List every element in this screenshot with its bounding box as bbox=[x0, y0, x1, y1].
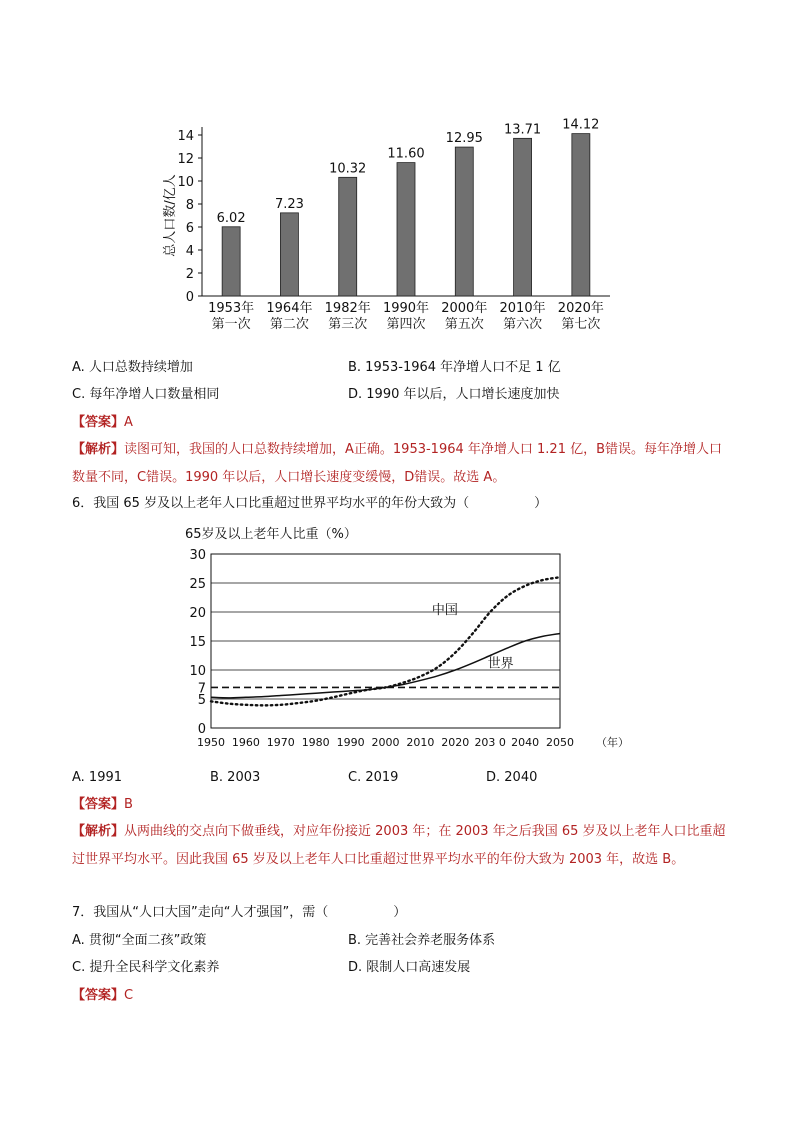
x-tick-label: 2010 bbox=[406, 736, 435, 749]
q5-analysis bbox=[72, 436, 732, 492]
x-tick-label-year: 1990年 bbox=[382, 301, 430, 316]
x-tick-label: 2050 bbox=[546, 736, 574, 749]
answer-label: 【答案】 bbox=[72, 797, 125, 812]
x-tick-label: 1980 bbox=[301, 736, 330, 749]
x-tick-label: 1960 bbox=[231, 736, 260, 749]
bar-value-label: 6.02 bbox=[216, 210, 246, 226]
x-tick-label: 2020 bbox=[441, 736, 470, 749]
analysis-text: 从两曲线的交点向下做垂线，对应年份接近 2003 年；在 2003 年之后我国 65 岁及以上老年人口比重超过世界平均水平。因此我国 65 岁及以上老年人口比重超过世界平均水平的年份大致为 2003 年，故选 B。 bbox=[72, 824, 726, 867]
x-tick-label-year: 2000年 bbox=[441, 301, 488, 316]
bar-value-label: 10.32 bbox=[329, 161, 367, 177]
y-tick-label: 10 bbox=[177, 175, 194, 190]
bar-value-label: 7.23 bbox=[274, 196, 304, 212]
aging-line-chart bbox=[185, 520, 635, 760]
y-tick-label: 20 bbox=[189, 606, 206, 621]
bar bbox=[339, 177, 357, 296]
q6-option-a[interactable]: A. 1991 bbox=[72, 770, 123, 785]
q7-option-b[interactable]: B. 完善社会养老服务体系 bbox=[348, 933, 496, 948]
y-tick-label: 0 bbox=[185, 290, 194, 305]
analysis-label: 【解析】 bbox=[72, 442, 125, 457]
answer-value: C bbox=[124, 988, 134, 1003]
q6-analysis bbox=[72, 818, 732, 874]
q5-option-d[interactable]: D. 1990 年以后，人口增长速度加快 bbox=[348, 387, 560, 402]
x-tick-label-year: 1953年 bbox=[208, 301, 255, 316]
x-tick-label-round: 第三次 bbox=[328, 317, 368, 332]
x-tick-label: 203 0 bbox=[474, 736, 506, 749]
bar bbox=[280, 213, 298, 296]
x-tick-label-round: 第五次 bbox=[444, 317, 484, 332]
q7-stem: 7．我国从“人口大国”走向“人才强国”，需（ ） bbox=[72, 905, 407, 920]
y-tick-label: 5 bbox=[197, 693, 206, 708]
q5-answer bbox=[72, 413, 133, 433]
y-tick-label: 7 bbox=[197, 681, 206, 697]
answer-label: 【答案】 bbox=[72, 988, 125, 1003]
y-tick-label: 0 bbox=[197, 722, 206, 737]
answer-label: 【答案】 bbox=[72, 415, 125, 430]
x-tick-label: 1990 bbox=[336, 736, 365, 749]
y-tick-label: 10 bbox=[189, 664, 206, 679]
series-label-world: 世界 bbox=[487, 656, 514, 672]
bar bbox=[572, 134, 590, 296]
x-tick-label-round: 第六次 bbox=[503, 317, 543, 332]
x-tick-label-round: 第一次 bbox=[211, 317, 251, 332]
y-tick-label: 6 bbox=[185, 221, 194, 236]
y-tick-label: 12 bbox=[177, 152, 194, 167]
x-tick-label-round: 第四次 bbox=[386, 317, 426, 332]
bar bbox=[455, 147, 473, 296]
x-tick-label: 1970 bbox=[266, 736, 295, 749]
answer-value: A bbox=[124, 415, 133, 430]
x-tick-label-round: 第七次 bbox=[561, 317, 601, 332]
y-tick-label: 14 bbox=[177, 129, 194, 144]
bar-value-label: 14.12 bbox=[562, 117, 600, 133]
y-tick-label: 25 bbox=[189, 577, 206, 592]
q6-option-b[interactable]: B. 2003 bbox=[210, 770, 261, 785]
q5-option-c[interactable]: C. 每年净增人口数量相同 bbox=[72, 387, 220, 402]
q6-option-c[interactable]: C. 2019 bbox=[348, 770, 399, 785]
population-bar-chart bbox=[150, 110, 620, 340]
q5-option-a[interactable]: A. 人口总数持续增加 bbox=[72, 360, 193, 375]
x-tick-label-round: 第二次 bbox=[269, 317, 309, 332]
x-tick-label-year: 1982年 bbox=[324, 301, 371, 316]
bar-value-label: 12.95 bbox=[445, 131, 483, 147]
q5-option-b[interactable]: B. 1953-1964 年净增人口不足 1 亿 bbox=[348, 360, 561, 375]
x-tick-label-year: 2010年 bbox=[499, 301, 546, 316]
y-tick-label: 8 bbox=[185, 198, 194, 213]
x-tick-label: 1950 bbox=[197, 736, 225, 749]
q7-option-a[interactable]: A. 贯彻“全面二孩”政策 bbox=[72, 933, 207, 948]
y-tick-label: 15 bbox=[189, 635, 206, 650]
q7-option-d[interactable]: D. 限制人口高速发展 bbox=[348, 960, 471, 975]
analysis-text: 读图可知，我国的人口总数持续增加，A正确。1953-1964 年净增人口 1.21 亿，B错误。每年净增人口数量不同，C错误。1990 年以后，人口增长速度变缓慢，D错误。故选 A。 bbox=[72, 442, 723, 485]
x-tick-label: 2040 bbox=[511, 736, 540, 749]
answer-value: B bbox=[124, 797, 133, 812]
bar-value-label: 11.60 bbox=[387, 146, 425, 162]
bar bbox=[397, 163, 415, 296]
series-label-china: 中国 bbox=[431, 603, 458, 618]
q6-option-d[interactable]: D. 2040 bbox=[486, 770, 538, 785]
bar bbox=[222, 227, 240, 296]
q6-stem: 6．我国 65 岁及以上老年人口比重超过世界平均水平的年份大致为（ ） bbox=[72, 496, 548, 511]
x-axis-unit: （年） bbox=[596, 736, 629, 749]
analysis-label: 【解析】 bbox=[72, 824, 125, 839]
chart-title: 65岁及以上老年人比重（%） bbox=[185, 527, 357, 542]
q6-answer bbox=[72, 795, 133, 815]
x-tick-label: 2000 bbox=[371, 736, 400, 749]
x-tick-label-year: 2020年 bbox=[557, 301, 604, 316]
y-tick-label: 30 bbox=[189, 548, 206, 563]
y-tick-label: 2 bbox=[185, 267, 194, 282]
bar bbox=[514, 138, 532, 296]
y-tick-label: 4 bbox=[185, 244, 194, 259]
bar-value-label: 13.71 bbox=[503, 122, 542, 138]
q7-option-c[interactable]: C. 提升全民科学文化素养 bbox=[72, 960, 220, 975]
y-axis-label: 总人口数/亿人 bbox=[163, 174, 178, 257]
q7-answer bbox=[72, 986, 133, 1006]
x-tick-label-year: 1964年 bbox=[266, 301, 313, 316]
